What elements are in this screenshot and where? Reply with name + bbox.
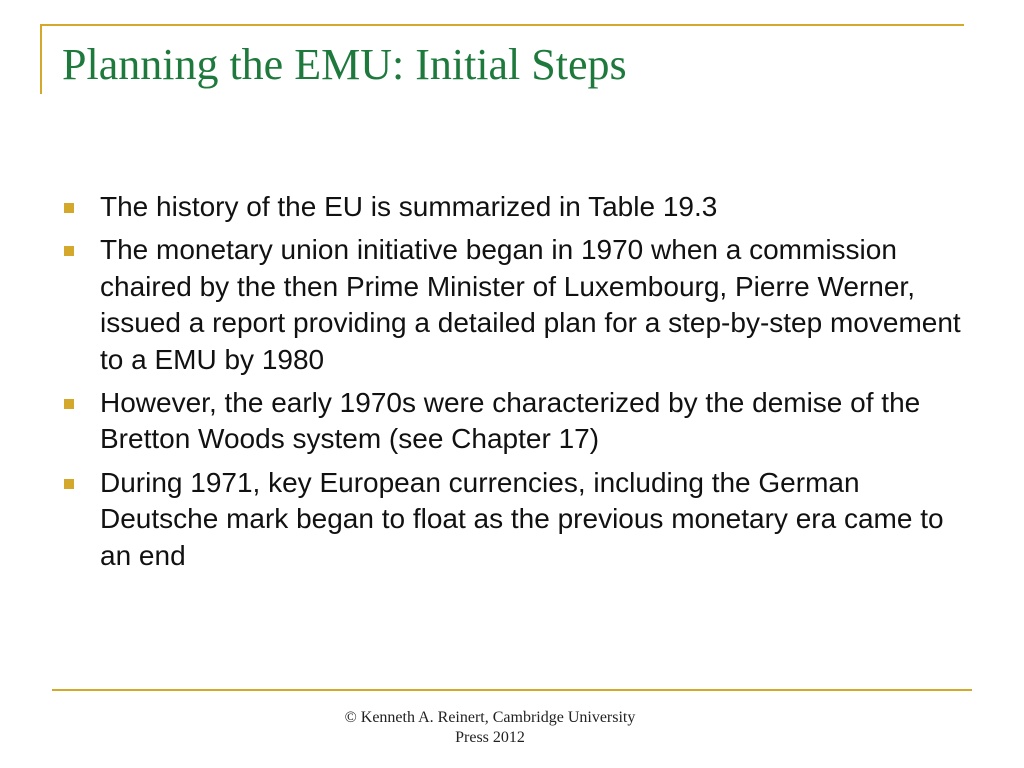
bullet-text: During 1971, key European currencies, including the German Deutsche mark began to float as the previous monetary era came to an end	[100, 466, 944, 571]
bullet-text: The history of the EU is summarized in Table 19.3	[100, 191, 718, 222]
bullet-text: The monetary union initiative began in 1970 when a commission chaired by the then Prime Minister of Luxembourg, Pierre Werner, issued a report providing a detailed plan for a step-by-step movement to a EMU by 1980	[100, 234, 961, 375]
bullet-list	[64, 189, 964, 581]
bullet-item	[64, 189, 964, 225]
bullet-item	[64, 465, 964, 574]
bullet-text: However, the early 1970s were characterized by the demise of the Bretton Woods system (see Chapter 17)	[100, 386, 921, 455]
square-bullet-icon	[64, 479, 74, 489]
slide-title: Planning the EMU: Initial Steps	[62, 40, 627, 89]
top-accent-rule	[40, 24, 964, 26]
bullet-item	[64, 232, 964, 378]
footer-line-1: © Kenneth A. Reinert, Cambridge University	[344, 709, 636, 726]
square-bullet-icon	[64, 203, 74, 213]
footer-divider	[52, 689, 972, 691]
footer-line-2: Press 2012	[455, 729, 525, 746]
square-bullet-icon	[64, 399, 74, 409]
footer-copyright	[300, 708, 680, 748]
left-accent-rule	[40, 24, 42, 94]
square-bullet-icon	[64, 246, 74, 256]
bullet-item	[64, 385, 964, 458]
